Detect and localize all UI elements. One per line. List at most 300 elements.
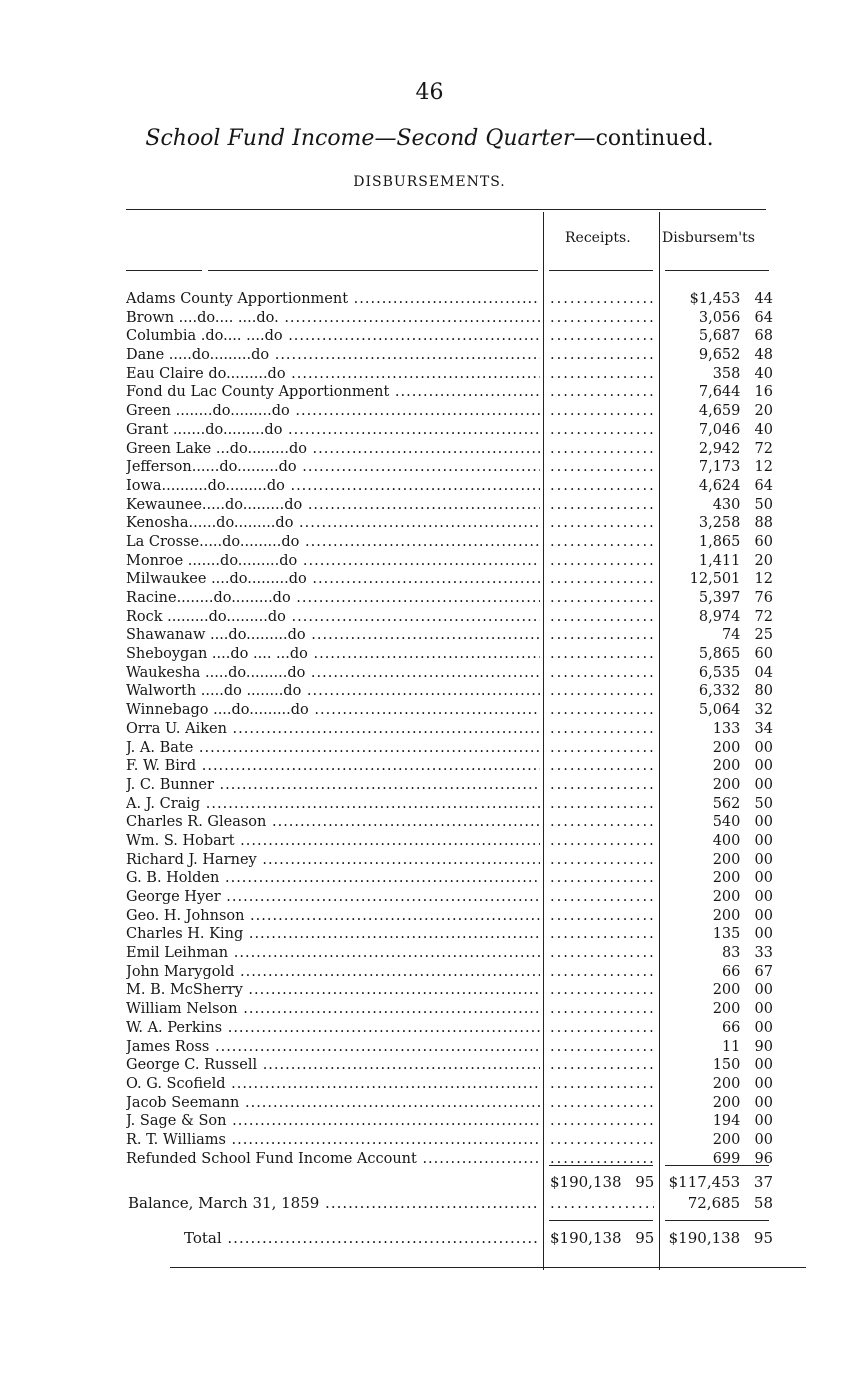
row-cents: 00	[754, 739, 773, 756]
row-receipts-dots	[550, 626, 654, 645]
row-cents: 80	[754, 683, 773, 700]
row-cents: 04	[754, 664, 773, 681]
row-receipts-dots	[550, 739, 654, 758]
row-receipts-dots	[550, 365, 654, 384]
row-cents: 88	[754, 515, 773, 532]
total-receipts: $190,138 95	[550, 1229, 655, 1247]
row-dollars: 7,046	[698, 421, 741, 438]
table-row	[126, 925, 786, 944]
row-label: George C. Russell .....	[126, 1056, 540, 1075]
row-disbursement-amount	[656, 832, 773, 851]
row-receipts-dots	[550, 533, 654, 552]
row-receipts-dots	[550, 327, 654, 346]
row-label: William Nelson .....	[126, 1000, 540, 1019]
table-row	[126, 589, 786, 608]
row-label: Green Lake ...do.........do .....	[126, 440, 540, 459]
row-cents: 68	[754, 328, 773, 345]
row-disbursement-amount	[656, 907, 773, 926]
row-disbursement-amount	[656, 514, 773, 533]
row-receipts-dots	[550, 1112, 654, 1131]
row-disbursement-amount	[656, 440, 773, 459]
row-receipts-dots	[550, 813, 654, 832]
row-label: Dane .....do.........do .....	[126, 346, 540, 365]
row-receipts-dots	[550, 290, 654, 309]
row-disbursement-amount	[656, 1038, 773, 1057]
table-row	[126, 1075, 786, 1094]
row-dollars: 5,397	[698, 590, 741, 606]
row-disbursement-amount	[656, 1000, 773, 1019]
row-disbursement-amount	[656, 570, 773, 589]
row-disbursement-amount	[656, 1112, 773, 1131]
row-disbursement-amount	[656, 944, 773, 963]
row-cents: 40	[754, 421, 773, 438]
table-row	[126, 1056, 786, 1075]
table-row	[126, 608, 786, 627]
row-disbursement-amount	[656, 533, 773, 552]
table-row	[126, 1019, 786, 1038]
table-row	[126, 645, 786, 664]
row-cents: 60	[754, 646, 773, 663]
row-dollars: 135	[712, 926, 741, 943]
row-cents: 64	[754, 477, 773, 494]
row-cents: 00	[754, 832, 773, 849]
row-receipts-dots	[550, 832, 654, 851]
row-disbursement-amount	[656, 589, 773, 608]
row-receipts-dots	[550, 795, 654, 814]
row-label: G. B. Holden .....	[126, 869, 540, 888]
row-disbursement-amount	[656, 309, 773, 328]
row-label: George Hyer .....	[126, 888, 540, 907]
row-label: Rock .........do.........do .....	[126, 608, 540, 627]
row-receipts-dots	[550, 645, 654, 664]
row-cents: 60	[754, 533, 773, 550]
row-receipts-dots	[550, 383, 654, 402]
row-dollars: 200	[712, 1075, 741, 1092]
row-label: Refunded School Fund Income Account .....	[126, 1150, 540, 1169]
row-label: Walworth .....do ........do .....	[126, 682, 540, 701]
row-receipts-dots	[550, 458, 654, 477]
row-label: Adams County Apportionment .....	[126, 290, 540, 309]
row-label: R. T. Williams .....	[126, 1131, 540, 1150]
row-label: J. C. Bunner .....	[126, 776, 540, 795]
row-disbursement-amount	[656, 925, 773, 944]
row-cents: 16	[754, 384, 773, 401]
row-label: Iowa..........do.........do .....	[126, 477, 540, 496]
row-cents: 72	[754, 608, 773, 625]
row-disbursement-amount	[656, 888, 773, 907]
row-disbursement-amount	[656, 477, 773, 496]
balance-label: Balance, March 31, 1859 .....	[128, 1193, 540, 1213]
row-dollars: 194	[712, 1113, 741, 1130]
row-dollars: 83	[721, 945, 741, 962]
table-row	[126, 888, 786, 907]
row-cents: 25	[754, 627, 773, 644]
table-row	[126, 402, 786, 421]
row-label: James Ross .....	[126, 1038, 540, 1057]
row-dollars: 66	[721, 963, 741, 980]
row-label: Eau Claire do.........do .....	[126, 365, 540, 384]
row-label: Sheboygan ....do .... ...do .....	[126, 645, 540, 664]
row-cents: 00	[754, 1094, 773, 1111]
row-receipts-dots	[550, 514, 654, 533]
table-row	[126, 458, 786, 477]
table-row	[126, 309, 786, 328]
table-row	[126, 290, 786, 309]
table-row	[126, 813, 786, 832]
row-receipts-dots	[550, 1000, 654, 1019]
row-dollars: 7,644	[698, 384, 741, 401]
page-title	[0, 126, 859, 151]
row-cents: 76	[754, 590, 773, 606]
row-receipts-dots	[550, 1019, 654, 1038]
row-label: Milwaukee ....do.........do .....	[126, 570, 540, 589]
total-row	[126, 1228, 786, 1248]
header-bottom-rule-receipts	[549, 270, 653, 271]
row-cents: 00	[754, 814, 773, 831]
row-dollars: 699	[712, 1150, 741, 1167]
row-cents: 12	[754, 459, 773, 476]
row-receipts-dots	[550, 701, 654, 720]
table-row	[126, 477, 786, 496]
row-dollars: 1,411	[698, 552, 741, 569]
row-cents: 90	[754, 1038, 773, 1055]
row-disbursement-amount	[656, 1075, 773, 1094]
table-row	[126, 944, 786, 963]
row-dollars: 540	[712, 814, 741, 831]
row-label: Columbia .do.... ....do .....	[126, 327, 540, 346]
row-receipts-dots	[550, 570, 654, 589]
row-dollars: 2,942	[698, 440, 741, 457]
row-receipts-dots	[550, 888, 654, 907]
balance-row	[126, 1193, 786, 1213]
page-number: 46	[415, 80, 444, 105]
row-dollars: 5,687	[698, 328, 741, 345]
row-cents: 40	[754, 365, 773, 382]
balance-receipts-dots	[550, 1193, 654, 1213]
row-disbursement-amount	[656, 981, 773, 1000]
row-disbursement-amount	[656, 776, 773, 795]
row-dollars: 9,652	[698, 347, 741, 364]
row-disbursement-amount	[656, 496, 773, 515]
subtotal-row	[126, 1172, 786, 1192]
row-disbursement-amount	[656, 383, 773, 402]
row-cents: 33	[754, 945, 773, 962]
row-receipts-dots	[550, 757, 654, 776]
disbursement-rows	[126, 290, 786, 1168]
row-label: Racine........do.........do .....	[126, 589, 540, 608]
row-disbursement-amount	[656, 1131, 773, 1150]
header-bottom-rule-disbursements	[665, 270, 769, 271]
row-cents: 44	[754, 291, 773, 307]
row-cents: 72	[754, 440, 773, 457]
row-dollars: 200	[712, 907, 741, 924]
row-disbursement-amount	[656, 1056, 773, 1075]
row-label: O. G. Scofield .....	[126, 1075, 540, 1094]
table-row	[126, 907, 786, 926]
row-label: Grant .......do.........do .....	[126, 421, 540, 440]
row-disbursement-amount	[656, 813, 773, 832]
row-cents: 00	[754, 758, 773, 775]
row-dollars: 66	[721, 1019, 741, 1036]
title-continued: continued.	[595, 126, 714, 151]
row-cents: 00	[754, 1057, 773, 1074]
row-disbursement-amount	[656, 645, 773, 664]
row-dollars: 200	[712, 739, 741, 756]
row-disbursement-amount	[656, 421, 773, 440]
row-label: Winnebago ....do.........do .....	[126, 701, 540, 720]
subtotal-rule-disbursements	[665, 1165, 769, 1166]
row-cents: 00	[754, 907, 773, 924]
table-row	[126, 869, 786, 888]
row-label: Kenosha......do.........do .....	[126, 514, 540, 533]
row-label: John Marygold .....	[126, 963, 540, 982]
row-receipts-dots	[550, 981, 654, 1000]
row-receipts-dots	[550, 440, 654, 459]
row-dollars: 133	[712, 720, 741, 737]
table-row	[126, 1131, 786, 1150]
row-disbursement-amount	[656, 963, 773, 982]
row-disbursement-amount	[656, 402, 773, 421]
row-disbursement-amount	[656, 327, 773, 346]
row-cents: 00	[754, 926, 773, 943]
table-row	[126, 552, 786, 571]
row-receipts-dots	[550, 477, 654, 496]
row-cents: 48	[754, 347, 773, 364]
total-label: Total .....	[184, 1228, 540, 1248]
row-label: W. A. Perkins .....	[126, 1019, 540, 1038]
receipts-column-header: Receipts.	[565, 230, 631, 246]
row-label: Orra U. Aiken .....	[126, 720, 540, 739]
table-row	[126, 626, 786, 645]
row-cents: 00	[754, 870, 773, 887]
row-cents: 00	[754, 889, 773, 905]
row-dollars: 6,332	[698, 683, 741, 700]
row-dollars: 150	[712, 1057, 741, 1074]
row-dollars: 11	[721, 1038, 741, 1055]
header-top-rule	[126, 209, 766, 210]
row-cents: 00	[754, 851, 773, 868]
table-row	[126, 383, 786, 402]
row-cents: 00	[754, 1075, 773, 1092]
row-label: Wm. S. Hobart .....	[126, 832, 540, 851]
row-dollars: 430	[712, 496, 741, 513]
table-row	[126, 1112, 786, 1131]
row-dollars: 200	[712, 1131, 741, 1148]
row-dollars: 8,974	[698, 608, 741, 625]
table-row	[126, 440, 786, 459]
row-cents: 64	[754, 309, 773, 326]
row-disbursement-amount	[656, 682, 773, 701]
row-dollars: 3,258	[698, 515, 741, 532]
disbursements-column-header: Disbursem'ts	[662, 230, 755, 246]
table-row	[126, 682, 786, 701]
row-receipts-dots	[550, 720, 654, 739]
row-label: Kewaunee.....do.........do .....	[126, 496, 540, 515]
row-dollars: 6,535	[698, 664, 741, 681]
table-bottom-rule	[170, 1267, 806, 1268]
row-label: Richard J. Harney .....	[126, 851, 540, 870]
row-label: Brown ....do.... ....do. .....	[126, 309, 540, 328]
table-row	[126, 1038, 786, 1057]
row-dollars: 4,624	[698, 477, 741, 494]
row-cents: 32	[754, 702, 773, 719]
row-cents: 34	[754, 720, 773, 737]
row-label: Jefferson......do.........do .....	[126, 458, 540, 477]
row-dollars: 200	[712, 1094, 741, 1111]
row-disbursement-amount	[656, 851, 773, 870]
table-row	[126, 776, 786, 795]
title-italic: School Fund Income—Second Quarter—	[145, 126, 596, 151]
row-receipts-dots	[550, 944, 654, 963]
row-receipts-dots	[550, 907, 654, 926]
table-row	[126, 496, 786, 515]
row-receipts-dots	[550, 1038, 654, 1057]
row-cents: 50	[754, 496, 773, 513]
row-label: Jacob Seemann .....	[126, 1094, 540, 1113]
table-row	[126, 720, 786, 739]
table-row	[126, 739, 786, 758]
table-row	[126, 533, 786, 552]
row-label: Charles R. Gleason .....	[126, 813, 540, 832]
table-row	[126, 1094, 786, 1113]
row-receipts-dots	[550, 869, 654, 888]
subtotal-disbursements: $117,453 37	[668, 1173, 773, 1191]
table-row	[126, 981, 786, 1000]
row-cents: 67	[754, 963, 773, 980]
row-dollars: 562	[712, 795, 741, 812]
table-row	[126, 327, 786, 346]
row-disbursement-amount	[656, 739, 773, 758]
row-label: La Crosse.....do.........do .....	[126, 533, 540, 552]
row-cents: 00	[754, 1019, 773, 1036]
row-disbursement-amount	[656, 608, 773, 627]
table-row	[126, 851, 786, 870]
total-disbursements: $190,138 95	[668, 1229, 773, 1247]
row-dollars: 200	[712, 758, 741, 775]
row-cents: 00	[754, 776, 773, 793]
table-row	[126, 832, 786, 851]
table-row	[126, 1000, 786, 1019]
row-cents: 20	[754, 552, 773, 569]
row-disbursement-amount	[656, 626, 773, 645]
row-dollars: 200	[712, 776, 741, 793]
row-receipts-dots	[550, 309, 654, 328]
row-label: Charles H. King .....	[126, 925, 540, 944]
table-row	[126, 570, 786, 589]
total-rule-disbursements	[665, 1220, 769, 1221]
table-row	[126, 795, 786, 814]
table-row	[126, 365, 786, 384]
row-disbursement-amount	[656, 552, 773, 571]
header-bottom-rule-label-2	[208, 270, 538, 271]
row-cents: 96	[754, 1150, 773, 1167]
row-disbursement-amount	[656, 795, 773, 814]
row-cents: 50	[754, 795, 773, 812]
row-receipts-dots	[550, 1094, 654, 1113]
row-disbursement-amount	[656, 290, 773, 309]
row-dollars: 200	[712, 1001, 741, 1018]
row-dollars: 5,865	[698, 646, 741, 663]
row-label: F. W. Bird .....	[126, 757, 540, 776]
table-row	[126, 346, 786, 365]
row-cents: 20	[754, 403, 773, 420]
row-disbursement-amount	[656, 458, 773, 477]
row-label: A. J. Craig .....	[126, 795, 540, 814]
row-receipts-dots	[550, 851, 654, 870]
row-label: Emil Leihman .....	[126, 944, 540, 963]
row-receipts-dots	[550, 346, 654, 365]
row-receipts-dots	[550, 589, 654, 608]
table-row	[126, 664, 786, 683]
row-disbursement-amount	[656, 664, 773, 683]
row-cents: 12	[754, 571, 773, 588]
row-disbursement-amount	[656, 1094, 773, 1113]
row-dollars: 7,173	[698, 459, 741, 476]
row-dollars: 12,501	[689, 571, 741, 588]
table-row	[126, 701, 786, 720]
row-label: Waukesha .....do.........do .....	[126, 664, 540, 683]
row-label: Geo. H. Johnson .....	[126, 907, 540, 926]
row-receipts-dots	[550, 963, 654, 982]
row-dollars: 3,056	[698, 309, 741, 326]
row-receipts-dots	[550, 402, 654, 421]
section-heading: DISBURSEMENTS.	[353, 174, 506, 190]
row-dollars: 5,064	[698, 702, 741, 719]
row-cents: 00	[754, 982, 773, 999]
balance-amount: 72,685 58	[687, 1194, 773, 1212]
row-receipts-dots	[550, 496, 654, 515]
row-disbursement-amount	[656, 346, 773, 365]
row-disbursement-amount	[656, 1019, 773, 1038]
row-receipts-dots	[550, 1075, 654, 1094]
row-disbursement-amount	[656, 869, 773, 888]
row-receipts-dots	[550, 925, 654, 944]
row-dollars: 200	[712, 870, 741, 887]
row-cents: 00	[754, 1131, 773, 1148]
table-row	[126, 963, 786, 982]
row-receipts-dots	[550, 552, 654, 571]
row-dollars: 200	[712, 889, 741, 905]
row-label: Fond du Lac County Apportionment .....	[126, 383, 540, 402]
row-dollars: 400	[712, 832, 741, 849]
row-label: M. B. McSherry .....	[126, 981, 540, 1000]
row-label: J. A. Bate .....	[126, 739, 540, 758]
row-disbursement-amount	[656, 720, 773, 739]
total-rule-receipts	[549, 1220, 653, 1221]
row-label: Shawanaw ....do.........do .....	[126, 626, 540, 645]
row-dollars: 4,659	[698, 403, 741, 420]
row-dollars: 1,865	[698, 533, 741, 550]
row-receipts-dots	[550, 608, 654, 627]
table-row	[126, 421, 786, 440]
row-dollars: 200	[712, 982, 741, 999]
row-receipts-dots	[550, 1131, 654, 1150]
row-label: Monroe .......do.........do .....	[126, 552, 540, 571]
subtotal-rule-receipts	[549, 1165, 653, 1166]
row-disbursement-amount	[656, 701, 773, 720]
subtotal-receipts: $190,138 95	[550, 1173, 655, 1191]
row-disbursement-amount	[656, 757, 773, 776]
row-dollars: 74	[721, 627, 741, 644]
table-row	[126, 514, 786, 533]
row-receipts-dots	[550, 1056, 654, 1075]
row-label: Green ........do.........do .....	[126, 402, 540, 421]
row-dollars: 358	[712, 365, 741, 382]
row-cents: 00	[754, 1113, 773, 1130]
row-receipts-dots	[550, 421, 654, 440]
row-receipts-dots	[550, 682, 654, 701]
row-dollars: 200	[712, 851, 741, 868]
